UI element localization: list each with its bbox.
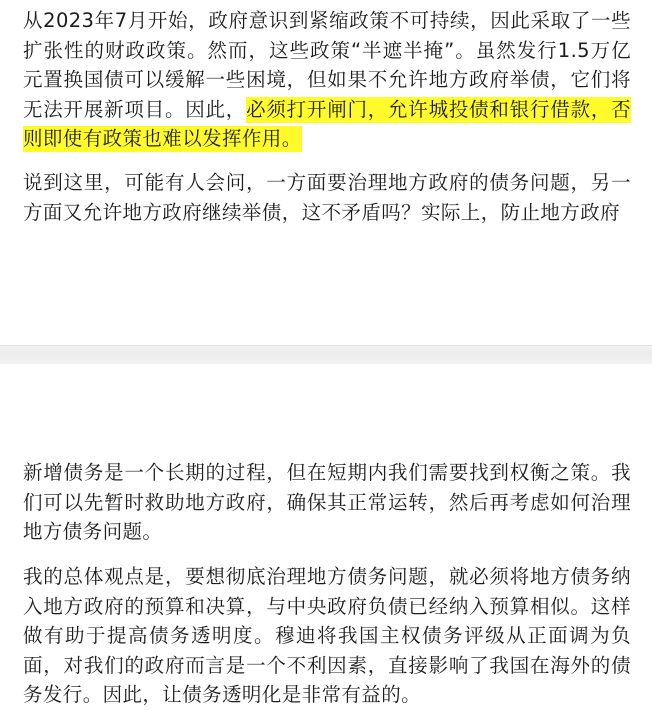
paragraph-short-term-tradeoff <box>23 458 631 547</box>
document-page-2 <box>0 364 652 710</box>
paragraph-text: 说到这里，可能有人会问，一方面要治理地方政府的债务问题，另一方面又允许地方政府继续举债，这不矛盾吗？实际上，防止地方政府 <box>23 171 631 224</box>
document-page-1 <box>0 0 652 345</box>
paragraph-contradiction-question <box>23 168 631 227</box>
highlighted-text: 必须打开闸门，允许城投债和银行借款，否则即使有政策也难以发挥作用。 <box>23 97 631 150</box>
paragraph-text: 我的总体观点是，要想彻底治理地方债务问题，就必须将地方债务纳入地方政府的预算和决算，与中央政府负债已经纳入预算相似。这样做有助于提高债务透明度。穆迪将我国主权债务评级从正面调为负面，对我们的政府而言是一个不利因素，直接影响了我国在海外的债务发行。因此，让债务透明化是非常有益的。 <box>23 565 631 706</box>
paragraph-debt-transparency <box>23 562 631 710</box>
page-separator <box>0 345 652 365</box>
paragraph-text: 从2023年7月开始，政府意识到紧缩政策不可持续，因此采取了一些扩张性的财政政策。然而，这些政策“半遮半掩”。虽然发行1.5万亿元置换国债可以缓解一些困境，但如果不允许地方政府举债，它们将无法开展新项目。因此， <box>23 9 631 121</box>
paragraph-fiscal-policy <box>23 6 631 154</box>
paragraph-text: 新增债务是一个长期的过程，但在短期内我们需要找到权衡之策。我们可以先暂时救助地方政府，确保其正常运转，然后再考虑如何治理地方债务问题。 <box>23 461 631 543</box>
